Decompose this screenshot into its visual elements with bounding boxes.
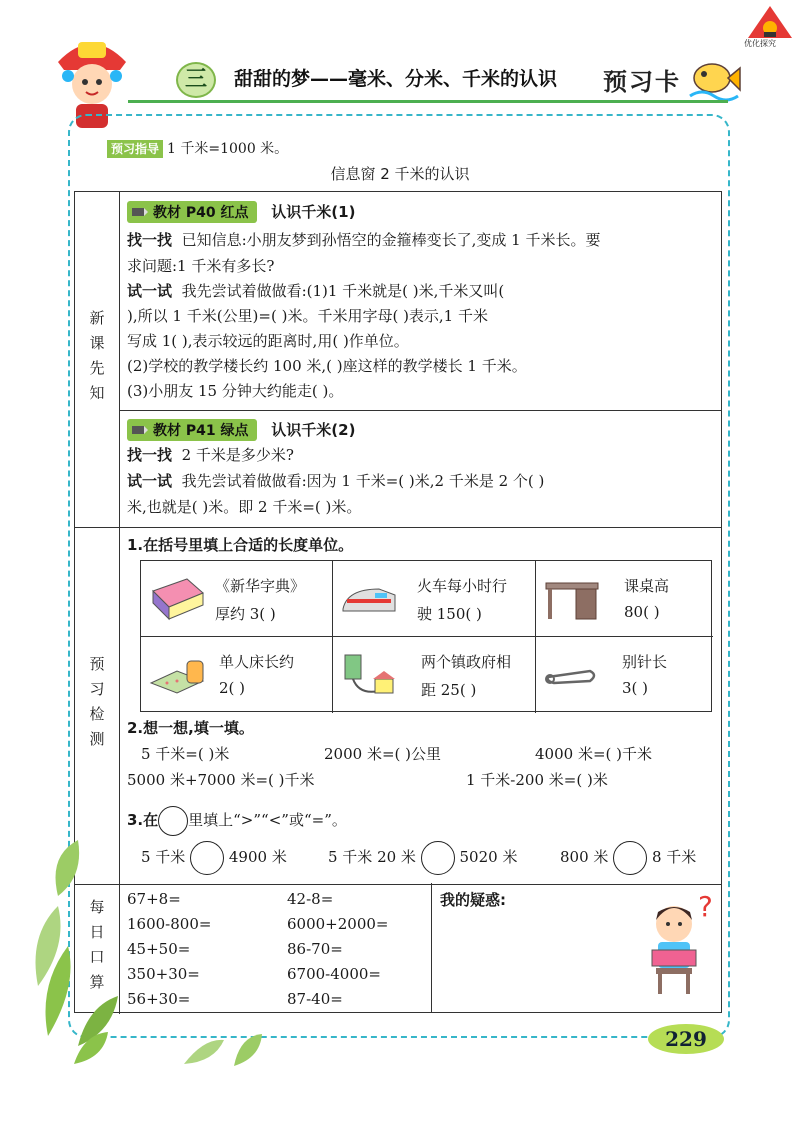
unit-title: 甜甜的梦——毫米、分米、千米的认识 (234, 68, 558, 90)
fill-item: 1 千米-200 米=( )米 (466, 771, 608, 789)
calc-item: 42-8= (287, 890, 334, 908)
side-label-new-lesson: 新课先知 (75, 192, 120, 527)
point-tag: 教材 P41 绿点 (127, 419, 257, 441)
calc-item: 6700-4000= (287, 965, 381, 983)
safety-pin-icon (542, 647, 602, 703)
unit-cell: 《新华字典》 厚约 3( ) (141, 561, 333, 637)
compare-circle-icon (158, 806, 188, 836)
town-icon (339, 647, 399, 703)
divider (75, 884, 721, 885)
compare-circle-input[interactable] (190, 841, 224, 875)
header-divider (128, 100, 728, 103)
try-line-2: 米,也就是( )米。即 2 千米=( )米。 (127, 498, 362, 516)
calc-item: 6000+2000= (287, 915, 389, 933)
find-line-1: 找一找 已知信息:小朋友梦到孙悟空的金箍棒变长了,变成 1 千米长。要 (127, 231, 601, 249)
unit-number-badge: 三 (176, 62, 216, 98)
unit-cell: 别针长 3( ) (536, 637, 713, 713)
find-line-2: 求问题:1 千米有多长? (127, 257, 275, 275)
compare-item: 5 千米 20 米 5020 米 (328, 840, 517, 875)
pencil-icon (131, 205, 149, 219)
try-line-5: (3)小朋友 15 分钟大约能走( )。 (127, 382, 344, 400)
topic-label: 认识千米(1) (271, 203, 356, 221)
calc-item: 350+30= (127, 965, 200, 983)
units-grid (140, 560, 712, 712)
compare-item: 5 千米 4900 米 (141, 840, 287, 875)
topic-label: 认识千米(2) (271, 421, 356, 439)
compare-item: 800 米 8 千米 (560, 840, 696, 875)
info-window-title: 信息窗 2 千米的认识 (330, 165, 470, 183)
try-line-1: 试一试 我先尝试着做做看:因为 1 千米=( )米,2 千米是 2 个( ) (127, 472, 545, 490)
textbook-point-red (127, 201, 355, 223)
question-2: 2.想一想,填一填。 (127, 719, 254, 737)
compare-circle-input[interactable] (421, 841, 455, 875)
unit-cell: 单人床长约 2( ) (141, 637, 333, 713)
cartoon-fish-icon (682, 48, 742, 104)
calc-item: 67+8= (127, 890, 181, 908)
doubt-label: 我的疑惑: (440, 891, 506, 909)
pencil-icon (131, 423, 149, 437)
boy-reading-icon (632, 890, 722, 1000)
unit-cell: 课桌高 80( ) (536, 561, 713, 637)
fill-item: 5000 米+7000 米=( )千米 (127, 771, 315, 789)
desk-icon (542, 571, 602, 627)
calc-item: 45+50= (127, 940, 191, 958)
bed-icon (147, 647, 207, 703)
card-title: 预习卡 (603, 68, 681, 96)
calc-item: 87-40= (287, 990, 343, 1008)
try-line-1: 试一试 我先尝试着做做看:(1)1 千米就是( )米,千米又叫( (127, 282, 505, 300)
compare-circle-input[interactable] (613, 841, 647, 875)
divider (120, 410, 721, 411)
side-label-daily-calc: 每日口算 (75, 884, 120, 1014)
dictionary-icon (147, 571, 207, 627)
calc-item: 56+30= (127, 990, 191, 1008)
page-number-badge: 229 (648, 1024, 724, 1054)
bottom-leaves-decoration-icon (64, 1028, 624, 1068)
column-divider (431, 883, 432, 1013)
find-line: 找一找 2 千米是多少米? (127, 446, 294, 464)
preview-guide (107, 138, 288, 158)
divider (75, 527, 721, 528)
unit-cell: 两个镇政府相 距 25( ) (333, 637, 536, 713)
try-line-2: ),所以 1 千米(公里)=( )米。千米用字母( )表示,1 千米 (127, 307, 488, 325)
unit-cell: 火车每小时行 驶 150( ) (333, 561, 536, 637)
publisher-logo-text: 优化探究 (744, 39, 776, 48)
textbook-point-green (127, 419, 355, 441)
fill-item: 2000 米=( )公里 (324, 745, 441, 763)
question-3: 3.在 里填上“>”“<”或“=”。 (127, 805, 347, 836)
side-label-preview-test: 预习检测 (75, 527, 120, 884)
fill-item: 5 千米=( )米 (141, 745, 230, 763)
fill-item: 4000 米=( )千米 (535, 745, 652, 763)
calc-item: 1600-800= (127, 915, 212, 933)
try-line-4: (2)学校的教学楼长约 100 米,( )座这样的教学楼长 1 千米。 (127, 357, 527, 375)
question-1: 1.在括号里填上合适的长度单位。 (127, 536, 354, 554)
point-tag: 教材 P40 红点 (127, 201, 257, 223)
try-line-3: 写成 1( ),表示较远的距离时,用( )作单位。 (127, 332, 409, 350)
train-icon (339, 571, 399, 627)
preview-guide-text: 1 千米=1000 米。 (167, 141, 289, 157)
leaves-decoration-icon (28, 836, 138, 1056)
svg-text:?: ? (698, 890, 713, 923)
preview-guide-tag: 预习指导 (107, 140, 163, 158)
calc-item: 86-70= (287, 940, 343, 958)
